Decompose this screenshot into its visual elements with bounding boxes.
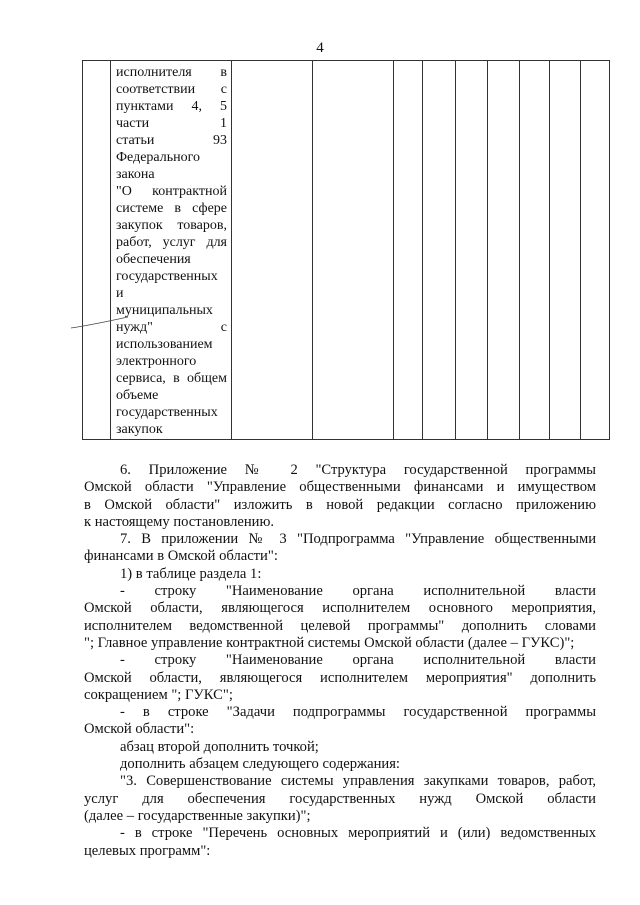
paragraph	[84, 704, 596, 739]
paragraph	[84, 583, 596, 652]
paragraph-line: (далее – государственные закупки)";	[84, 807, 311, 824]
table-cell-line: государственных	[116, 405, 218, 420]
table-cell-line: закупок	[116, 422, 163, 437]
paragraph	[84, 462, 596, 531]
paragraph-line: Омской области, являющегося исполнителем мероприятия" дополнить	[84, 669, 596, 686]
paragraph	[84, 825, 596, 860]
table-cell-line: муниципальных	[116, 303, 213, 318]
table-cell-line: статьи 93	[116, 133, 227, 148]
table-cell-number	[83, 61, 111, 440]
paragraph-line: "3. Совершенствование системы управления закупками товаров, работ,	[120, 773, 596, 790]
table-row	[83, 61, 610, 440]
table-cell-line: части 1	[116, 116, 227, 131]
paragraph	[84, 739, 596, 756]
table-cell-line: пунктами 4, 5	[116, 99, 227, 114]
table-cell-empty	[232, 61, 313, 440]
paragraph-line: в Омской области" изложить в новой редакции согласно приложению	[84, 496, 596, 513]
table-cell-line: нужд" с	[116, 320, 227, 335]
table-cell-description	[111, 61, 232, 440]
table-cell-line: "О контрактной	[116, 184, 227, 199]
table-cell-line: объеме	[116, 388, 159, 403]
paragraph-line: финансами в Омской области":	[84, 548, 278, 565]
paragraph-line: Омской области":	[84, 721, 195, 738]
paragraph-line: - в строке "Перечень основных мероприятий и (или) ведомственных	[120, 825, 596, 842]
paragraph-line: услуг для обеспечения государственных нужд Омской области	[84, 790, 596, 807]
paragraph	[84, 756, 596, 773]
paragraph-line: Омской области "Управление общественными финансами и имуществом	[84, 479, 596, 496]
paragraph-line: целевых программ":	[84, 842, 211, 859]
paragraph-line: дополнить абзацем следующего содержания:	[120, 756, 400, 773]
table-cell-line: закона	[116, 167, 155, 182]
paragraph	[84, 566, 596, 583]
paragraph-line: исполнителем ведомственной целевой программы" дополнить словами	[84, 617, 596, 634]
table-cell-line: и	[116, 286, 124, 301]
table-cell-line: сервиса, в общем	[116, 371, 227, 386]
paragraph	[84, 773, 596, 825]
table-cell-empty	[550, 61, 581, 440]
document-body	[84, 462, 596, 860]
table-cell-line: государственных	[116, 269, 218, 284]
paragraph-line: - в строке "Задачи подпрограммы государственной программы	[120, 704, 596, 721]
table-continuation	[82, 60, 610, 440]
table-cell-line: системе в сфере	[116, 201, 227, 216]
table-cell-empty	[313, 61, 394, 440]
table-cell-line: соответствии с	[116, 82, 227, 97]
paragraph-line: сокращением "; ГУКС";	[84, 686, 233, 703]
paragraph-line: "; Главное управление контрактной системы Омской области (далее – ГУКС)";	[84, 634, 575, 651]
pen-stroke-mark	[70, 316, 130, 330]
paragraph	[84, 652, 596, 704]
table-cell-empty	[520, 61, 550, 440]
table-cell-text	[111, 61, 231, 438]
paragraph	[84, 531, 596, 566]
paragraph-line: 1) в таблице раздела 1:	[120, 565, 262, 582]
table-cell-line: электронного	[116, 354, 197, 369]
paragraph-line: к настоящему постановлению.	[84, 513, 275, 530]
table-cell-line: закупок товаров,	[116, 218, 227, 233]
table-cell-empty	[581, 61, 610, 440]
paragraph-line: 7. В приложении № 3 "Подпрограмма "Управление общественными	[120, 531, 596, 548]
table-cell-line: исполнителя в	[116, 65, 227, 80]
table-cell-line: Федерального	[116, 150, 201, 165]
table-cell-line: работ, услуг для	[116, 235, 227, 250]
table-cell-empty	[423, 61, 456, 440]
page-number: 4	[316, 40, 324, 56]
table-cell-empty	[488, 61, 520, 440]
table-cell-empty	[394, 61, 423, 440]
paragraph-line: 6. Приложение № 2 "Структура государственной программы	[120, 462, 596, 478]
paragraph-line: Омской области, являющегося исполнителем основного мероприятия,	[84, 600, 596, 617]
table-cell-empty	[456, 61, 488, 440]
paragraph-line: - строку "Наименование органа исполнительной власти	[120, 652, 596, 669]
table-cell-line: использованием	[116, 337, 213, 352]
paragraph-line: - строку "Наименование органа исполнительной власти	[120, 583, 596, 600]
paragraph-line: абзац второй дополнить точкой;	[120, 738, 319, 755]
table-cell-line: обеспечения	[116, 252, 191, 267]
